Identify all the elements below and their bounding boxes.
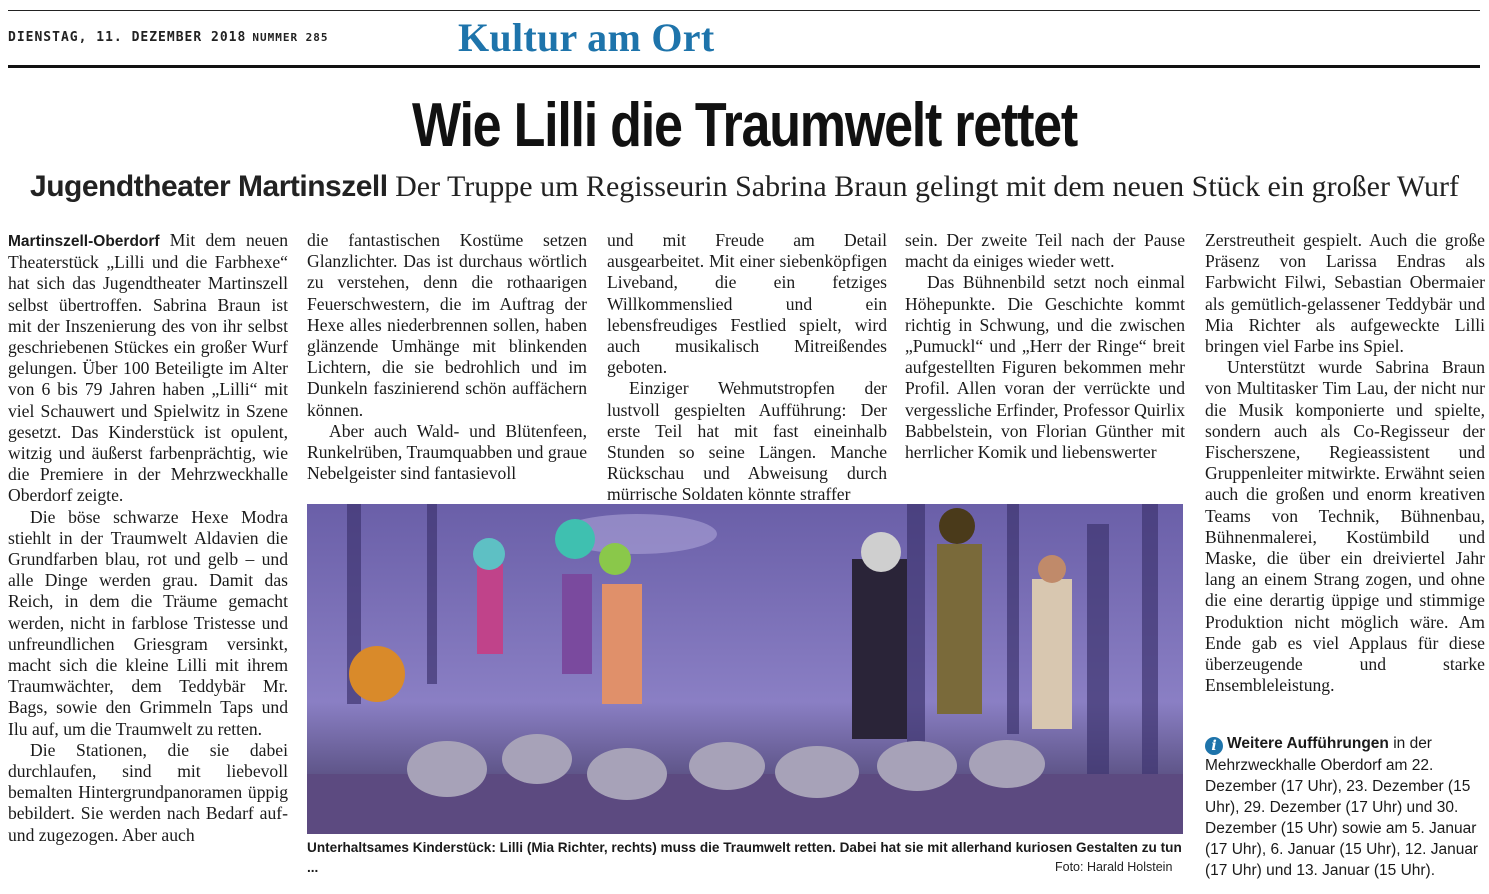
- article-column-4: [905, 230, 1185, 463]
- paragraph: Unterstützt wurde Sabrina Braun von Multitasker Tim Lau, der nicht nur die Musik komponierte und spielte, sondern auch als Co-Regisseur der Fischerszene, Regieassistent und Gruppenleiter mitwirkte. Erwähnt seien auch die großen und enorm kreativen Teams von Technik, Bühnenbau, Bühnenmalerei, Kostümbild und Maske, die über ein dreiviertel Jahr lang an einem Strang zogen, und ohne die eine derartig üppige und stimmige Produktion nicht möglich wäre. Am Ende gab es viel Applaus für diese überzeugende und starke Ensembleleistung.: [1205, 357, 1485, 696]
- section-title: Kultur am Ort: [458, 15, 715, 60]
- paragraph-text: Mit dem neuen Theaterstück „Lilli und die Farbhexe“ hat sich das Jugendtheater Martinszell selbst übertroffen. Sabrina Braun ist mit der Inszenierung des von ihr selbst geschriebenen Stückes ein großer Wurf gelungen. Über 100 Beteiligte im Alter von 6 bis 79 Jahren haben „Lilli“ mit viel Schauwert und Spielwitz in Szene gesetzt. Das Kinderstück ist opulent, witzig und äußerst farbenprächtig, wie die Premiere in der Mehrzweckhalle Oberdorf zeigte.: [8, 230, 288, 506]
- paragraph: und mit Freude am Detail ausgearbeitet. Mit einer siebenköpfigen Liveband, die ein fetziges Willkommenslied und ein lebensfreudiges Festlied spielt, wird auch musikalisch Mitreißendes geboten.: [607, 230, 887, 378]
- paragraph: Zerstreutheit gespielt. Auch die große Präsenz von Larissa Endras als Farbwicht Filwi, Sebastian Obermaier als gemütlich-gelassener Teddybär und Mia Richter als aufgeweckte Lilli bringen viel Farbe ins Spiel.: [1205, 230, 1485, 357]
- dateline: [8, 30, 329, 45]
- paragraph: Das Bühnenbild setzt noch einmal Höhepunkte. Die Geschichte kommt richtig in Schwung, und die zwischen „Pumuckl“ und „Herr der Ringe“ breit aufgestellten Figuren bekommen mehr Profil. Allen voran der verrückte und vergessliche Erfinder, Professor Quirlix Babbelstein, von Florian Günther mit herrlicher Komik und liebenswerter: [905, 272, 1185, 463]
- dateline-place: Martinszell-Oberdorf: [8, 233, 160, 250]
- info-lead: Weitere Aufführungen: [1227, 735, 1389, 752]
- stage-photo: [307, 504, 1183, 834]
- article-column-1: [8, 230, 288, 846]
- subheadline-text: Der Truppe um Regisseurin Sabrina Braun gelingt mit dem neuen Stück ein großer Wurf: [395, 170, 1459, 203]
- info-text: in der Mehrzweckhalle Oberdorf am 22. Dezember (17 Uhr), 23. Dezember (15 Uhr), 29. Dezember (17 Uhr) und 30. Dezember (15 Uhr) sowie am 5. Januar (17 Uhr), 6. Januar (15 Uhr), 12. Januar (17 Uhr) und 13. Januar (15 Uhr).: [1205, 735, 1479, 879]
- subheadline: [0, 170, 1489, 204]
- paragraph: Die Stationen, die sie dabei durchlaufen, sind mit liebevoll bemalten Hintergrundpanoramen üppig bebildert. Sie werden nach Bedarf auf- und zugezogen. Aber auch: [8, 739, 288, 845]
- paragraph: sein. Der zweite Teil nach der Pause macht da einiges wieder wett.: [905, 230, 1185, 272]
- headline: Wie Lilli die Traumwelt rettet: [412, 91, 1077, 160]
- article-column-5: [1205, 230, 1485, 696]
- issue-date: DIENSTAG, 11. DEZEMBER 2018: [8, 30, 247, 45]
- paragraph: die fantastischen Kostüme setzen Glanzlichter. Das ist durchaus wörtlich zu verstehen, denn die rothaarigen Feuerschwestern, die im Auftrag der Hexe alles niederbrennen sollen, haben glänzende Umhänge mit blinkenden Lichtern, die sie bedrohlich und im Dunkeln faszinierend schön auffächern können.: [307, 230, 587, 420]
- article-column-3: [607, 230, 887, 506]
- paragraph: Aber auch Wald- und Blütenfeen, Runkelrüben, Traumquabben und graue Nebelgeister sind fantasievoll: [307, 420, 587, 484]
- top-rule: [8, 10, 1480, 11]
- photo-credit: Foto: Harald Holstein: [1055, 860, 1173, 874]
- paragraph: Die böse schwarze Hexe Modra stiehlt in der Traumwelt Aldavien die Grundfarben blau, rot und gelb – und alle Dinge werden grau. Damit das Reich, in dem die Träume gemacht werden, nicht in farblose Tristesse und unfreundlichen Griesgram versinkt, macht sich die kleine Lilli mit ihrem Traumwächter, dem Teddybär Mr. Bags, sowie den Grimmeln Taps und Ilu auf, um die Traumwelt zu retten.: [8, 506, 288, 739]
- info-icon: i: [1205, 737, 1223, 755]
- paragraph: [8, 230, 288, 507]
- kicker: Jugendtheater Martinszell: [30, 170, 388, 203]
- photo-caption: Unterhaltsames Kinderstück: Lilli (Mia Richter, rechts) muss die Traumwelt retten. Dabei hat sie mit allerhand kuriosen Gestalten zu tun ...: [307, 840, 1182, 875]
- header-rule: [8, 65, 1480, 68]
- performance-info-box: [1205, 733, 1485, 881]
- article-column-2: [307, 230, 587, 484]
- issue-number: NUMMER 285: [252, 31, 329, 44]
- paragraph: Einziger Wehmutstropfen der lustvoll gespielten Aufführung: Der erste Teil hat mit fast eineinhalb Stunden so seine Längen. Manche Rückschau und Abweisung durch mürrische Soldaten könnte straffer: [607, 378, 887, 505]
